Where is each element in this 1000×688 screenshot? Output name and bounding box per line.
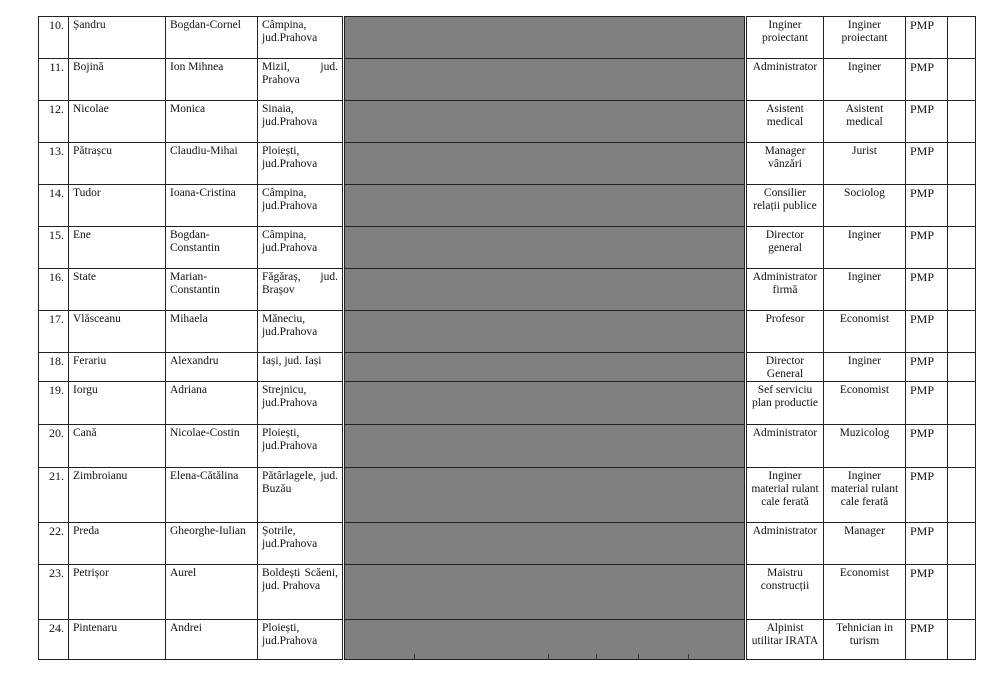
profession-cell: Inginer <box>824 59 906 101</box>
residence-cell: Câmpina, jud.Prahova <box>258 227 344 269</box>
last-name-cell: Nicolae <box>69 101 166 143</box>
residence-cell: Măneciu, jud.Prahova <box>258 311 344 353</box>
table-body <box>39 17 976 660</box>
profession-cell: Inginer proiectant <box>824 17 906 59</box>
table-row <box>39 523 976 565</box>
row-number-cell: 23. <box>39 565 69 620</box>
party-cell: PMP <box>906 468 948 523</box>
profession-cell: Inginer <box>824 353 906 382</box>
empty-cell-cell <box>948 382 976 425</box>
occupation-cell: Consilier relații publice <box>746 185 824 227</box>
empty-cell-cell <box>948 59 976 101</box>
last-name-cell: Pintenaru <box>69 620 166 660</box>
row-number-cell: 15. <box>39 227 69 269</box>
party-cell: PMP <box>906 143 948 185</box>
row-number-cell: 12. <box>39 101 69 143</box>
table-row <box>39 17 976 59</box>
first-name-cell: Bogdan-Constantin <box>166 227 258 269</box>
party-cell: PMP <box>906 185 948 227</box>
redacted-block-cell <box>344 185 746 227</box>
first-name-cell: Ioana-Cristina <box>166 185 258 227</box>
residence-cell: Câmpina, jud.Prahova <box>258 185 344 227</box>
row-number-cell: 19. <box>39 382 69 425</box>
residence-cell: Șotrile, jud.Prahova <box>258 523 344 565</box>
profession-cell: Economist <box>824 311 906 353</box>
residence-cell: Sinaia, jud.Prahova <box>258 101 344 143</box>
occupation-cell: Director General <box>746 353 824 382</box>
first-name-cell: Mihaela <box>166 311 258 353</box>
row-number-cell: 17. <box>39 311 69 353</box>
residence-cell: Boldești Scăeni, jud. Prahova <box>258 565 344 620</box>
table-row <box>39 185 976 227</box>
table-row <box>39 269 976 311</box>
empty-cell-cell <box>948 17 976 59</box>
party-cell: PMP <box>906 523 948 565</box>
redacted-block-cell <box>344 143 746 185</box>
first-name-cell: Ion Mihnea <box>166 59 258 101</box>
occupation-cell: Profesor <box>746 311 824 353</box>
row-number-cell: 16. <box>39 269 69 311</box>
occupation-cell: Asistent medical <box>746 101 824 143</box>
profession-cell: Jurist <box>824 143 906 185</box>
party-cell: PMP <box>906 269 948 311</box>
first-name-cell: Elena-Cătălina <box>166 468 258 523</box>
residence-cell: Ploiești, jud.Prahova <box>258 143 344 185</box>
profession-cell: Asistent medical <box>824 101 906 143</box>
profession-cell: Economist <box>824 565 906 620</box>
table-row <box>39 59 976 101</box>
table-row <box>39 101 976 143</box>
first-name-cell: Nicolae-Costin <box>166 425 258 468</box>
empty-cell-cell <box>948 185 976 227</box>
last-name-cell: Bojină <box>69 59 166 101</box>
first-name-cell: Marian-Constantin <box>166 269 258 311</box>
redacted-block-cell <box>344 425 746 468</box>
redacted-block-cell <box>344 59 746 101</box>
residence-cell: Ploiești, jud.Prahova <box>258 620 344 660</box>
row-number-cell: 10. <box>39 17 69 59</box>
row-number-cell: 13. <box>39 143 69 185</box>
occupation-cell: Inginer proiectant <box>746 17 824 59</box>
party-cell: PMP <box>906 353 948 382</box>
first-name-cell: Adriana <box>166 382 258 425</box>
last-name-cell: Vlăsceanu <box>69 311 166 353</box>
first-name-cell: Alexandru <box>166 353 258 382</box>
empty-cell-cell <box>948 311 976 353</box>
occupation-cell: Inginer material rulant cale ferată <box>746 468 824 523</box>
occupation-cell: Administrator <box>746 523 824 565</box>
row-number-cell: 14. <box>39 185 69 227</box>
empty-cell-cell <box>948 565 976 620</box>
row-number-cell: 20. <box>39 425 69 468</box>
profession-cell: Sociolog <box>824 185 906 227</box>
last-name-cell: Cană <box>69 425 166 468</box>
row-number-cell: 22. <box>39 523 69 565</box>
table-row <box>39 227 976 269</box>
first-name-cell: Aurel <box>166 565 258 620</box>
table-row <box>39 565 976 620</box>
party-cell: PMP <box>906 425 948 468</box>
occupation-cell: Maistru construcții <box>746 565 824 620</box>
empty-cell-cell <box>948 425 976 468</box>
profession-cell: Inginer <box>824 227 906 269</box>
table-row <box>39 353 976 382</box>
occupation-cell: Alpinist utilitar IRATA <box>746 620 824 660</box>
last-name-cell: Petrișor <box>69 565 166 620</box>
table-row <box>39 382 976 425</box>
party-cell: PMP <box>906 59 948 101</box>
last-name-cell: State <box>69 269 166 311</box>
occupation-cell: Sef serviciu plan productie <box>746 382 824 425</box>
occupation-cell: Administrator firmă <box>746 269 824 311</box>
redacted-block-cell <box>344 382 746 425</box>
residence-cell: Ploiești, jud.Prahova <box>258 425 344 468</box>
redacted-block-cell <box>344 468 746 523</box>
empty-cell-cell <box>948 468 976 523</box>
last-name-cell: Ferariu <box>69 353 166 382</box>
empty-cell-cell <box>948 101 976 143</box>
first-name-cell: Andrei <box>166 620 258 660</box>
party-cell: PMP <box>906 565 948 620</box>
redacted-block-cell <box>344 523 746 565</box>
empty-cell-cell <box>948 353 976 382</box>
redacted-block-cell <box>344 101 746 143</box>
last-name-cell: Șandru <box>69 17 166 59</box>
last-name-cell: Ene <box>69 227 166 269</box>
table-row <box>39 143 976 185</box>
profession-cell: Inginer <box>824 269 906 311</box>
redacted-block-cell <box>344 269 746 311</box>
redacted-block-cell <box>344 227 746 269</box>
residence-cell: Strejnicu, jud.Prahova <box>258 382 344 425</box>
occupation-cell: Administrator <box>746 59 824 101</box>
redacted-block-cell <box>344 311 746 353</box>
party-cell: PMP <box>906 17 948 59</box>
last-name-cell: Zimbroianu <box>69 468 166 523</box>
party-cell: PMP <box>906 311 948 353</box>
residence-cell: Pătârlagele, jud. Buzău <box>258 468 344 523</box>
table-row <box>39 311 976 353</box>
redacted-block-cell <box>344 17 746 59</box>
occupation-cell: Administrator <box>746 425 824 468</box>
empty-cell-cell <box>948 523 976 565</box>
residence-cell: Făgăraș, jud. Brașov <box>258 269 344 311</box>
party-cell: PMP <box>906 382 948 425</box>
first-name-cell: Claudiu-Mihai <box>166 143 258 185</box>
candidates-table <box>38 16 976 660</box>
profession-cell: Manager <box>824 523 906 565</box>
redaction-bottom-marks <box>348 654 748 660</box>
occupation-cell: Director general <box>746 227 824 269</box>
last-name-cell: Tudor <box>69 185 166 227</box>
profession-cell: Tehnician in turism <box>824 620 906 660</box>
residence-cell: Mizil, jud. Prahova <box>258 59 344 101</box>
empty-cell-cell <box>948 269 976 311</box>
redacted-block-cell <box>344 565 746 620</box>
first-name-cell: Bogdan-Cornel <box>166 17 258 59</box>
table-row <box>39 425 976 468</box>
party-cell: PMP <box>906 620 948 660</box>
first-name-cell: Monica <box>166 101 258 143</box>
party-cell: PMP <box>906 101 948 143</box>
residence-cell: Iași, jud. Iași <box>258 353 344 382</box>
row-number-cell: 21. <box>39 468 69 523</box>
residence-cell: Câmpina, jud.Prahova <box>258 17 344 59</box>
profession-cell: Muzicolog <box>824 425 906 468</box>
table-row <box>39 468 976 523</box>
row-number-cell: 24. <box>39 620 69 660</box>
row-number-cell: 18. <box>39 353 69 382</box>
empty-cell-cell <box>948 143 976 185</box>
last-name-cell: Preda <box>69 523 166 565</box>
profession-cell: Economist <box>824 382 906 425</box>
profession-cell: Inginer material rulant cale ferată <box>824 468 906 523</box>
occupation-cell: Manager vânzări <box>746 143 824 185</box>
last-name-cell: Pătrașcu <box>69 143 166 185</box>
empty-cell-cell <box>948 227 976 269</box>
redacted-block-cell <box>344 353 746 382</box>
first-name-cell: Gheorghe-Iulian <box>166 523 258 565</box>
party-cell: PMP <box>906 227 948 269</box>
candidates-table-sheet <box>38 16 976 660</box>
empty-cell-cell <box>948 620 976 660</box>
row-number-cell: 11. <box>39 59 69 101</box>
last-name-cell: Iorgu <box>69 382 166 425</box>
